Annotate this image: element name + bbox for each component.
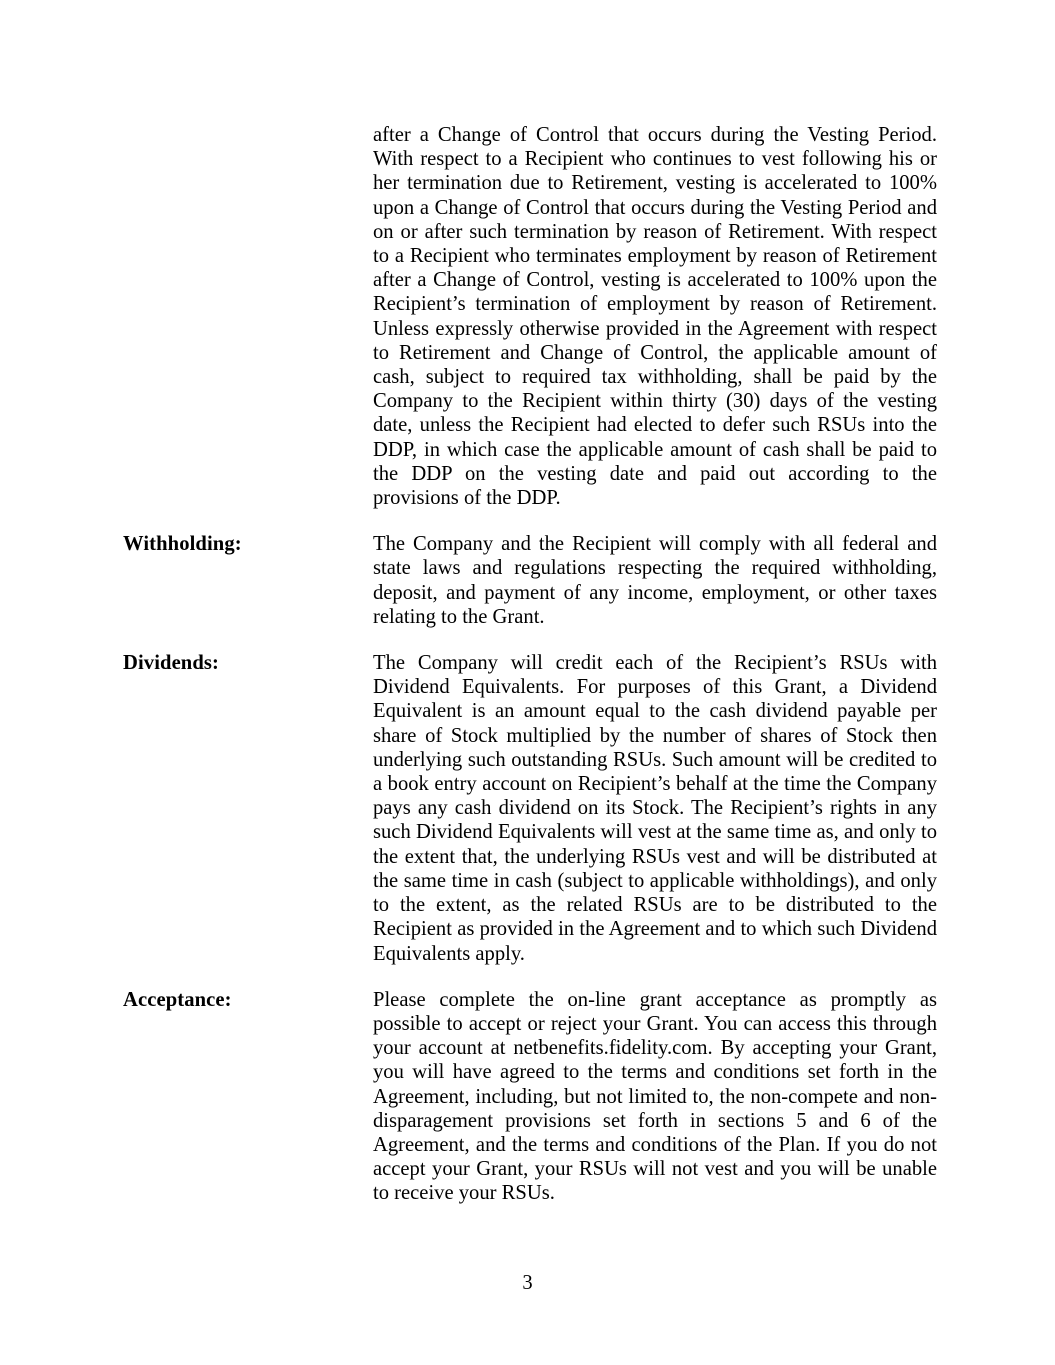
section-dividends bbox=[123, 651, 937, 966]
page-footer bbox=[0, 1271, 1055, 1295]
section-acceptance bbox=[123, 988, 937, 1206]
section-label: Withholding: bbox=[123, 533, 242, 556]
page-number: 3 bbox=[522, 1272, 533, 1294]
section-body-text: Please complete the on-line grant acceptance as promptly as possible to accept or reject your Grant. You can access this through your account at netbenefits.fidelity.com. By accepting your Grant, you will have agreed to the terms and conditions set forth in the Agreement, including, but not limited to, the non-compete and non-disparagement provisions set forth in sections 5 and 6 of the Agreement, and the terms and conditions of the Plan. If you do not accept your Grant, your RSUs will not vest and you will be unable to receive your RSUs. bbox=[373, 988, 937, 1205]
section-body-text: The Company and the Recipient will comply with all federal and state laws and regulations respecting the required withholding, deposit, and payment of any income, employment, or other taxes relating to the Grant. bbox=[373, 533, 937, 628]
section-vesting-continuation bbox=[123, 123, 937, 510]
section-withholding bbox=[123, 532, 937, 629]
section-body-text: after a Change of Control that occurs during the Vesting Period. With respect to a Recipient who continues to vest following his or her termination due to Retirement, vesting is accelerated to 100% upon a Change of Control that occurs during the Vesting Period and on or after such termination by reason of Retirement. With respect to a Recipient who terminates employment by reason of Retirement after a Change of Control, vesting is accelerated to 100% upon the Recipient’s termination of employment by reason of Retirement. Unless expressly otherwise provided in the Agreement with respect to Retirement and Change of Control, the applicable amount of cash, subject to required tax withholding, shall be paid by the Company to the Recipient within thirty (30) days of the vesting date, unless the Recipient had elected to defer such RSUs into the DDP, in which case the applicable amount of cash shall be paid to the DDP on the vesting date and paid out according to the provisions of the DDP. bbox=[373, 124, 937, 510]
section-label: Dividends: bbox=[123, 652, 219, 675]
document-body bbox=[123, 123, 937, 1206]
section-body-text: The Company will credit each of the Recipient’s RSUs with Dividend Equivalents. For purposes of this Grant, a Dividend Equivalent is an amount equal to the cash dividend payable per share of Stock multiplied by the number of shares of Stock then underlying such outstanding RSUs. Such amount will be credited to a book entry account on Recipient’s behalf at the time the Company pays any cash dividend on its Stock. The Recipient’s rights in any such Dividend Equivalents will vest at the same time as, and only to the extent that, the underlying RSUs vest and will be distributed at the same time in cash (subject to applicable withholdings), and only to the extent, as the related RSUs are to be distributed to the Recipient as provided in the Agreement and to which such Dividend Equivalents apply. bbox=[373, 652, 937, 965]
section-label: Acceptance: bbox=[123, 988, 232, 1011]
